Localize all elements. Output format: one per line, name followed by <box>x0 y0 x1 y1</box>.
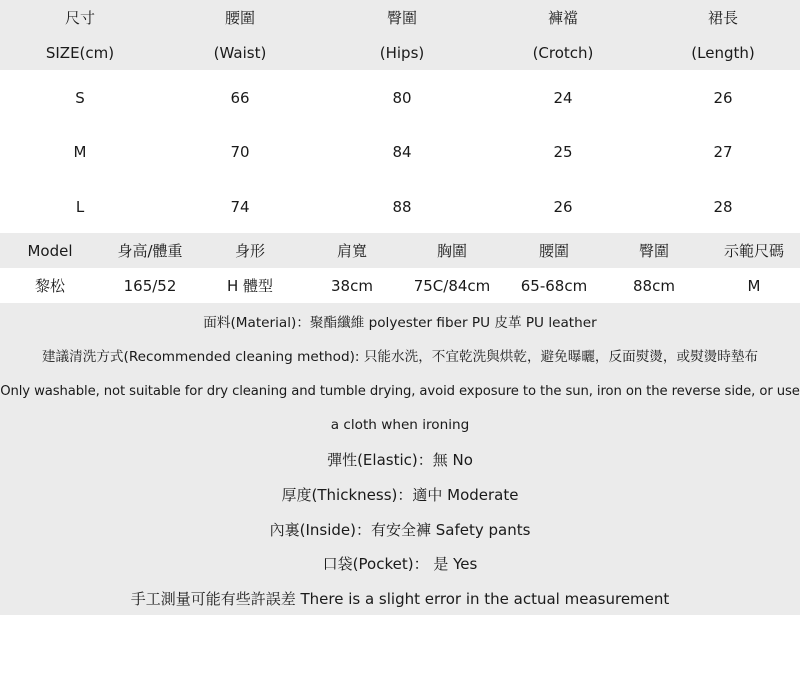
washing-zh-line: 建議清洗方式(Recommended cleaning method): 只能水洗，不宜乾洗與烘乾，避免曝曬，反面熨燙，或熨燙時墊布 <box>41 349 759 365</box>
elastic-line: 彈性(Elastic)：無 No <box>327 451 473 469</box>
washing-en-line-1: Only washable, not suitable for dry cleaning and tumble drying, avoid exposure to the sun, iron on the reverse side, or use <box>0 384 800 399</box>
size-label: S <box>75 89 85 107</box>
model-body-shape: H 體型 <box>226 277 274 295</box>
model-col-model: Model <box>27 242 73 260</box>
pocket-line: 口袋(Pocket)： 是 Yes <box>322 555 478 573</box>
model-height-weight: 165/52 <box>123 277 177 295</box>
col-length-zh: 裙長 <box>707 9 738 27</box>
size-table-body <box>0 70 800 233</box>
product-info <box>0 303 800 615</box>
inside-line: 內裏(Inside)：有安全褲 Safety pants <box>269 521 531 539</box>
length-value: 27 <box>713 143 733 161</box>
col-waist-en: (Waist) <box>213 44 267 62</box>
col-waist-zh: 腰圍 <box>224 9 255 27</box>
col-hips-zh: 臀圍 <box>386 9 417 27</box>
model-col-bust: 胸圍 <box>436 242 467 260</box>
measurement-note: 手工測量可能有些許誤差 There is a slight error in the actual measurement <box>130 590 670 608</box>
hips-value: 88 <box>392 198 412 216</box>
model-col-waist: 腰圍 <box>538 242 569 260</box>
material-line: 面料(Material)：聚酯纖維 polyester fiber PU 皮革 PU leather <box>203 315 597 331</box>
model-col-body-shape: 身形 <box>234 242 265 260</box>
crotch-value: 24 <box>553 89 573 107</box>
col-crotch-zh: 褲襠 <box>547 9 578 27</box>
length-value: 28 <box>713 198 733 216</box>
col-crotch-en: (Crotch) <box>532 44 594 62</box>
washing-en-line-2: a cloth when ironing <box>330 417 470 433</box>
hips-value: 80 <box>392 89 412 107</box>
col-size-zh: 尺寸 <box>64 9 95 27</box>
size-label: L <box>75 198 85 216</box>
hips-value: 84 <box>392 143 412 161</box>
length-value: 26 <box>713 89 733 107</box>
col-hips-en: (Hips) <box>379 44 425 62</box>
model-col-height-weight: 身高/體重 <box>117 242 183 260</box>
model-shoulder: 38cm <box>331 277 373 295</box>
model-hips: 88cm <box>633 277 675 295</box>
crotch-value: 25 <box>553 143 573 161</box>
waist-value: 70 <box>230 143 250 161</box>
model-size: M <box>747 277 761 295</box>
model-col-hips: 臀圍 <box>638 242 669 260</box>
waist-value: 74 <box>230 198 250 216</box>
waist-value: 66 <box>230 89 250 107</box>
model-waist: 65-68cm <box>520 277 588 295</box>
model-table-header <box>0 233 800 268</box>
model-name: 黎松 <box>34 277 65 295</box>
size-table-header <box>0 0 800 70</box>
model-col-shoulder: 肩寬 <box>336 242 367 260</box>
model-col-size: 示範尺碼 <box>723 242 784 260</box>
col-size-en: SIZE(cm) <box>45 44 115 62</box>
size-label: M <box>73 143 87 161</box>
crotch-value: 26 <box>553 198 573 216</box>
model-table-row <box>0 268 800 303</box>
model-bust: 75C/84cm <box>413 277 491 295</box>
thickness-line: 厚度(Thickness)：適中 Moderate <box>281 486 519 504</box>
col-length-en: (Length) <box>691 44 755 62</box>
